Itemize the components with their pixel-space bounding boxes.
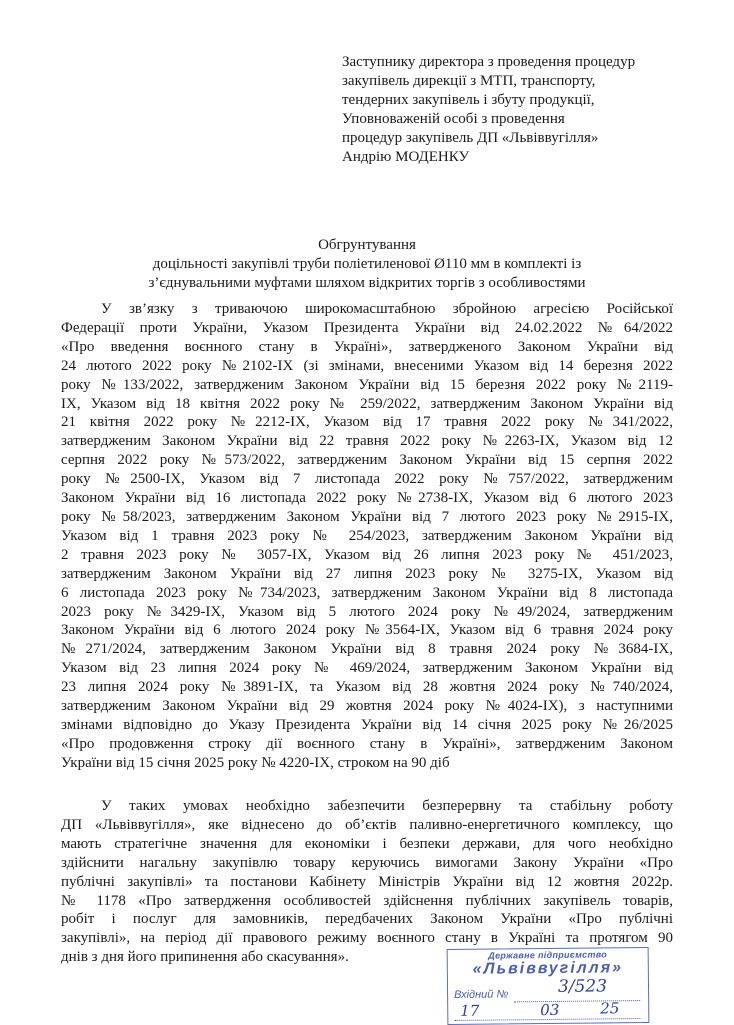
stamp-date-month: 03: [540, 1000, 560, 1020]
stamp-date-year: 25: [600, 999, 620, 1018]
stamp-number-line: [514, 1000, 640, 1002]
paragraph-line: року №58/2023, затвердженим Законом України від 7 лютого 2023 року №2915-IX,: [61, 508, 673, 525]
paragraph-line: закупівлі», на період дії правового режиму воєнного стану в Україні та протягом 90: [61, 930, 673, 947]
stamp-incoming-number: 3/523: [557, 976, 608, 997]
stamp-header: Державне підприємство: [488, 949, 608, 961]
paragraph-line: Указом від 23 липня 2024 року № 469/2024, затвердженим Законом України від: [61, 660, 673, 677]
paragraph-line: Законом України від 16 листопада 2022 року №2738-IX, Указом від 6 лютого 2023: [61, 490, 673, 507]
title-heading: Обгрунтування: [318, 237, 416, 253]
paragraph-line: 6 листопада 2023 року №734/2023, затвердженим Законом України від 8 листопада: [61, 584, 673, 601]
paragraph-line: «Про введення воєнного стану в Україні», затвердженого Законом України від: [61, 338, 673, 355]
paragraph-line: 2 травня 2023 року № 3057-IX, Указом від 26 липня 2023 року № 451/2023,: [61, 546, 673, 563]
paragraph-line: робіт і послуг для замовників, передбачених Законом України «Про публічні: [61, 911, 673, 928]
paragraph-line: серпня 2022 року №573/2022, затвердженим Законом України від 15 серпня 2022: [61, 452, 673, 469]
stamp-date-day: 17: [460, 1001, 480, 1020]
addressee-block: [342, 53, 722, 167]
stamp-incoming-label: Вхідний №: [454, 988, 509, 1001]
paragraph-line: публічні закупівлі» та постанови Кабінету Міністрів України від 12 жовтня 2022р.: [61, 873, 673, 890]
paragraph-line: здійснити нагальну закупівлю товару керуючись вимогами Закону України «Про: [61, 854, 673, 871]
paragraph-line: У зв’язку з триваючою широкомасштабною збройною агресією Російської: [101, 301, 673, 317]
paragraph-line: року №2500-IX, Указом від 7 листопада 2022 року №757/2022, затвердженим: [61, 471, 673, 488]
paragraph-line: 23 липня 2024 року №3891-IX, та Указом від 28 жовтня 2024 року №740/2024,: [61, 679, 673, 696]
addressee-line: Заступнику директора з проведення процедур: [342, 54, 636, 70]
paragraph-line: Указом від 1 травня 2023 року № 254/2023, затвердженим Законом України від: [61, 527, 673, 544]
stamp-organization: «Львіввугілля»: [472, 959, 624, 978]
paragraph-line: Федерації проти України, Указом Президента України від 24.02.2022 №64/2022: [61, 319, 673, 336]
paragraph-line: мають стратегічне значення для економіки і безпеки держави, для чого необхідно: [61, 835, 673, 852]
paragraph-line: затвердженим Законом України від 29 жовтня 2024 року №4024-IX), з наступними: [61, 698, 673, 715]
paragraph-line: затвердженим Законом України від 27 липня 2023 року № 3275-IX, Указом від: [61, 565, 673, 582]
addressee-line: Уповноваженій особі з проведення: [342, 111, 565, 127]
addressee-line: закупівель дирекції з МТП, транспорту,: [342, 73, 596, 89]
paragraph-legal-basis: [61, 300, 673, 773]
paragraph-line: 21 квітня 2022 року №2212-IX, Указом від 17 травня 2022 року №341/2022,: [61, 414, 673, 431]
paragraph-line: № 1178 «Про затвердження особливостей здійснення публічних закупівель товарів,: [61, 892, 673, 909]
paragraph-line: ДП «Львіввугілля», яке віднесено до об’єктів паливно-енергетичного комплексу, що: [61, 816, 673, 833]
paragraph-line: Законом України від 6 лютого 2024 року №3564-IX, Указом від 6 травня 2024 року: [61, 622, 673, 639]
paragraph-line: 24 лютого 2022 року №2102-IX (зі змінами, внесеними Указом від 14 березня 2022: [61, 357, 673, 374]
title-subject-line: доцільності закупівлі труби поліетиленової Ø110 мм в комплекті із: [152, 256, 582, 272]
paragraph-line: «Про продовження строку дії воєнного стану в Україні», затвердженим Законом: [61, 735, 673, 752]
addressee-name: Андрію МОДЕНКУ: [342, 149, 470, 165]
document-title: [40, 236, 694, 293]
addressee-line: процедур закупівель ДП «Львіввугілля»: [342, 130, 599, 146]
addressee-line: тендерних закупівель і збуту продукції,: [342, 92, 595, 108]
paragraph-line: №271/2024, затвердженим Законом України від 8 травня 2024 року №3684-IX,: [61, 641, 673, 658]
paragraph-line: днів з дня його припинення або скасування».: [61, 949, 349, 966]
paragraph-line: IX, Указом від 18 квітня 2022 року № 259/2022, затвердженим Законом України від: [61, 395, 673, 412]
paragraph-line: України від 15 січня 2025 року № 4220-IX, строком на 90 діб: [61, 754, 450, 771]
title-subject-line: з’єднувальними муфтами шляхом відкритих торгів з особливостями: [148, 275, 586, 291]
paragraph-line: року №133/2022, затвердженим Законом України від 15 березня 2022 року №2119-: [61, 376, 673, 393]
paragraph-line: змінами відповідно до Указу Президента України від 14 січня 2025 року №26/2025: [61, 716, 673, 733]
paragraph-line: затвердженим Законом України від 22 травня 2022 року №2263-IX, Указом від 12: [61, 433, 673, 450]
incoming-registration-stamp: [447, 947, 650, 1025]
paragraph-justification: [61, 797, 673, 967]
paragraph-line: У таких умовах необхідно забезпечити безперервну та стабільну роботу: [101, 798, 673, 814]
paragraph-line: 2023 року №3429-IX, Указом від 5 лютого 2024 року №49/2024, затвердженим: [61, 603, 673, 620]
